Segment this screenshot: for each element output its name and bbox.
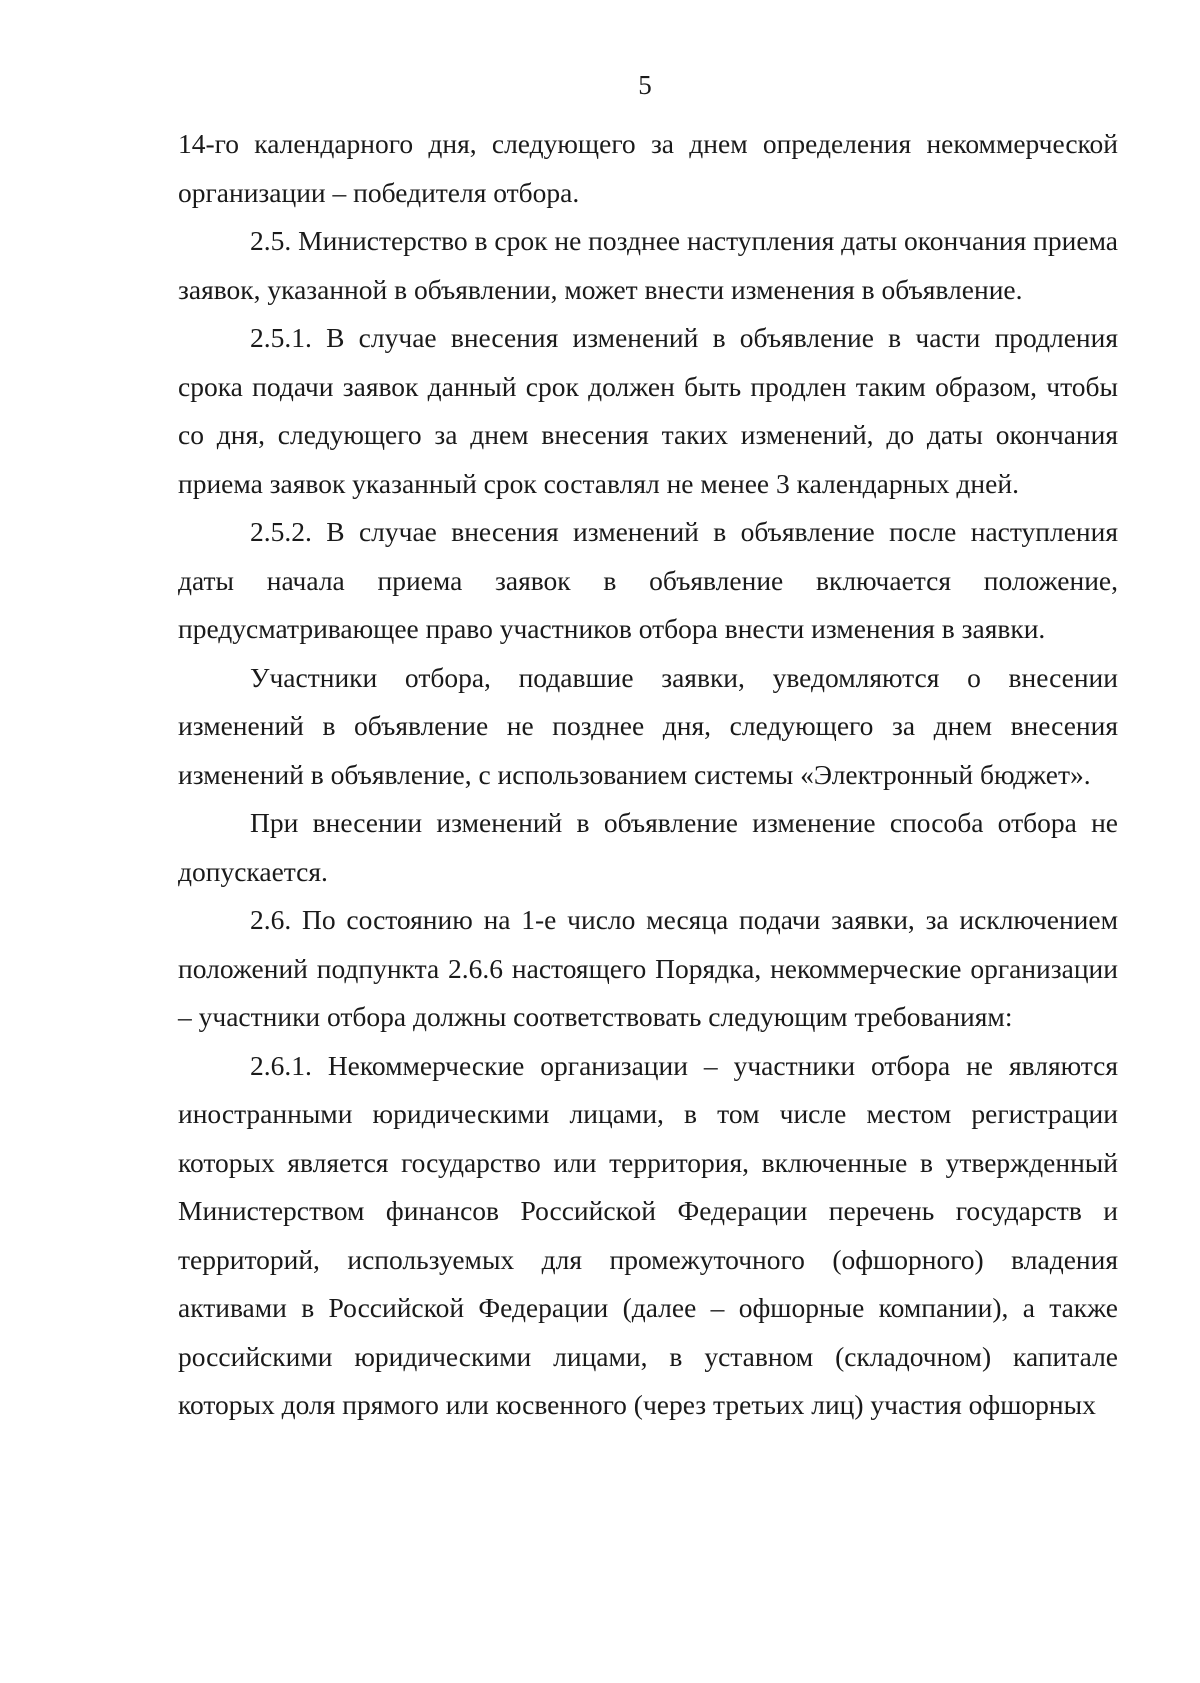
page-number: 5 [638,70,652,100]
paragraph-2-5-2: 2.5.2. В случае внесения изменений в объявление после наступления даты начала приема заявок в объявление включается положение, предусматривающее право участников отбора внести изменения в заявки. [178,516,1118,644]
paragraph-2-5: 2.5. Министерство в срок не позднее наступления даты окончания приема заявок, указанной в объявлении, может внести изменения в объявление. [178,225,1118,305]
document-body [178,120,1118,1430]
paragraph-participants-notice: Участники отбора, подавшие заявки, уведомляются о внесении изменений в объявление не позднее дня, следующего за днем внесения изменений в объявление, с использованием системы «Электронный бюджет». [178,661,1118,790]
paragraph-2-5-1: 2.5.1. В случае внесения изменений в объявление в части продления срока подачи заявок данный срок должен быть продлен таким образом, чтобы со дня, следующего за днем внесения таких изменений, до даты окончания приема заявок указанный срок составлял не менее 3 календарных дней. [178,322,1118,499]
paragraph-method-unchanged: При внесении изменений в объявление изменение способа отбора не допускается. [178,807,1118,887]
paragraph-continuation: 14-го календарного дня, следующего за днем определения некоммерческой организации – победителя отбора. [178,128,1118,208]
paragraph-2-6-1: 2.6.1. Некоммерческие организации – участники отбора не являются иностранными юридическими лицами, в том числе местом регистрации которых является государство или территория, включенные в утвержденный Министерством финансов Российской Федерации перечень государств и территорий, используемых для промежуточного (офшорного) владения активами в Российской Федерации (далее – офшорные компании), а также российскими юридическими лицами, в уставном (складочном) капитале которых доля прямого или косвенного (через третьих лиц) участия офшорных [178,1049,1118,1420]
paragraph-2-6: 2.6. По состоянию на 1-е число месяца подачи заявки, за исключением положений подпункта 2.6.6 настоящего Порядка, некоммерческие организации – участники отбора должны соответствовать следующим требованиям: [178,904,1118,1032]
